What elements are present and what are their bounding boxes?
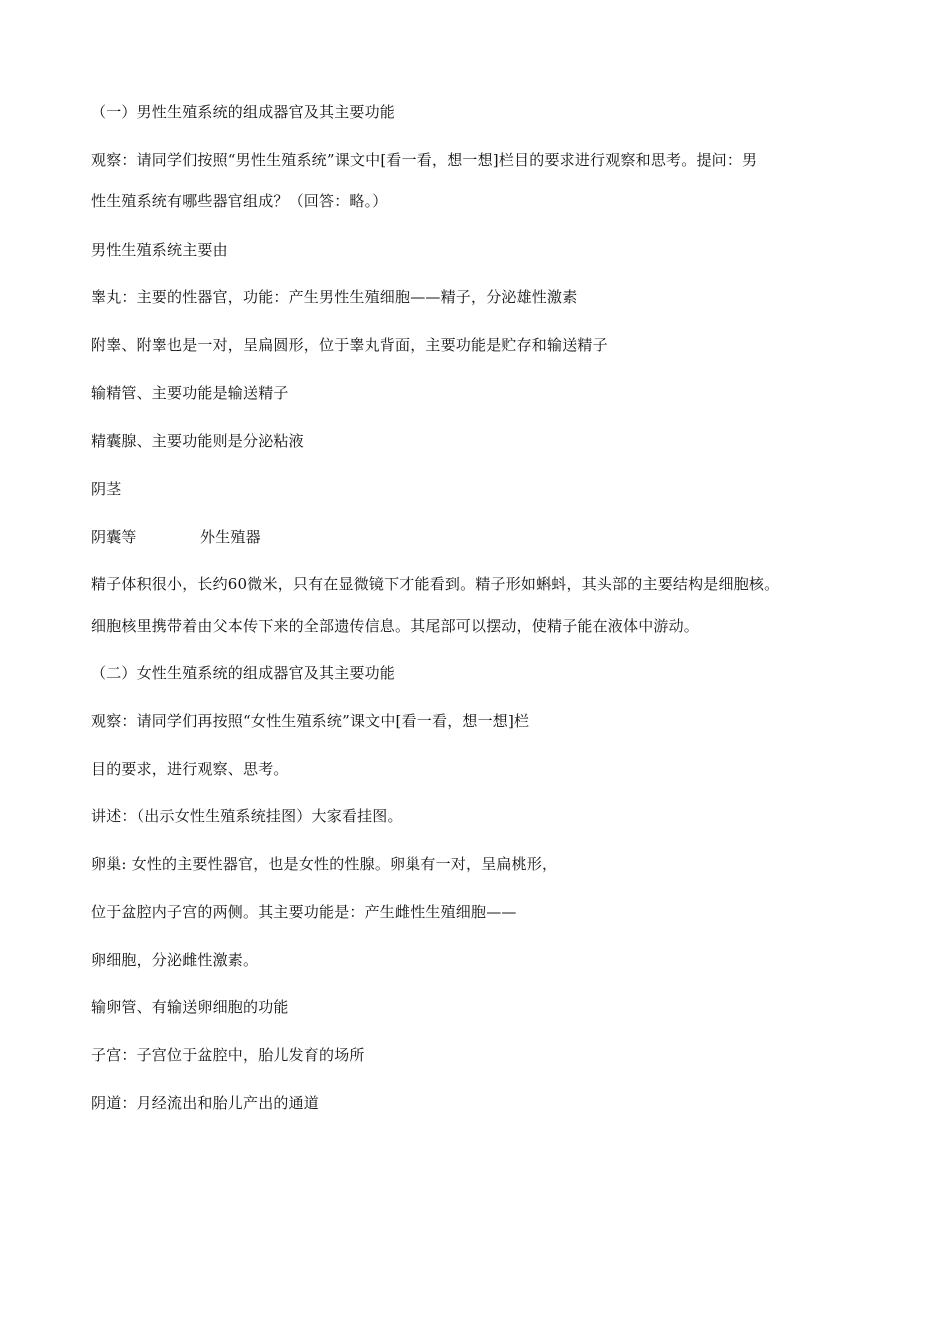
ovary-description-line1: 卵巢: 女性的主要性器官，也是女性的性腺。卵巢有一对，呈扁桃形，: [91, 855, 558, 873]
section2-observe-line1: 观察：请同学们再按照“女性生殖系统”课文中[看一看，想一想]栏: [91, 712, 530, 730]
epididymis-description: 附睾、附睾也是一对，呈扁圆形，位于睾丸背面，主要功能是贮存和输送精子: [91, 336, 608, 354]
oviduct-description: 输卵管、有输送卵细胞的功能: [91, 998, 289, 1016]
lecture-line: 讲述：（出示女性生殖系统挂图）大家看挂图。: [91, 807, 403, 825]
section1-observe-line1: 观察：请同学们按照“男性生殖系统”课文中[看一看，想一想]栏目的要求进行观察和思考。提问：男: [91, 151, 758, 169]
testis-description: 睾丸：主要的性器官，功能：产生男性生殖细胞——精子，分泌雄性激素: [91, 288, 578, 306]
external-genitalia-label: 外生殖器: [200, 528, 261, 546]
uterus-description: 子宫：子宫位于盆腔中，胎儿发育的场所: [91, 1046, 365, 1064]
ovary-description-line2: 位于盆腔内子宫的两侧。其主要功能是：产生雌性生殖细胞——: [91, 903, 517, 921]
scrotum-row: [91, 527, 261, 547]
male-system-intro: 男性生殖系统主要由: [91, 241, 228, 259]
penis-label: 阴茎: [91, 480, 122, 498]
vas-deferens-description: 输精管、主要功能是输送精子: [91, 384, 289, 402]
sperm-description-line1: 精子体积很小，长约60微米，只有在显微镜下才能看到。精子形如蝌蚪，其头部的主要结构是细胞核。: [91, 575, 780, 593]
section1-heading: （一）男性生殖系统的组成器官及其主要功能: [91, 103, 396, 121]
ovary-description-line3: 卵细胞，分泌雌性激素。: [91, 951, 259, 969]
vagina-description: 阴道：月经流出和胎儿产出的通道: [91, 1094, 320, 1112]
section1-observe-line2: 性生殖系统有哪些器官组成？（回答：略。）: [91, 192, 388, 210]
section2-heading: （二）女性生殖系统的组成器官及其主要功能: [91, 664, 396, 682]
seminal-vesicle-description: 精囊腺、主要功能则是分泌粘液: [91, 432, 304, 450]
scrotum-label: 阴囊等: [91, 528, 137, 546]
sperm-description-line2: 细胞核里携带着由父本传下来的全部遗传信息。其尾部可以摆动，使精子能在液体中游动。: [91, 617, 700, 635]
section2-observe-line2: 目的要求，进行观察、思考。: [91, 760, 289, 778]
